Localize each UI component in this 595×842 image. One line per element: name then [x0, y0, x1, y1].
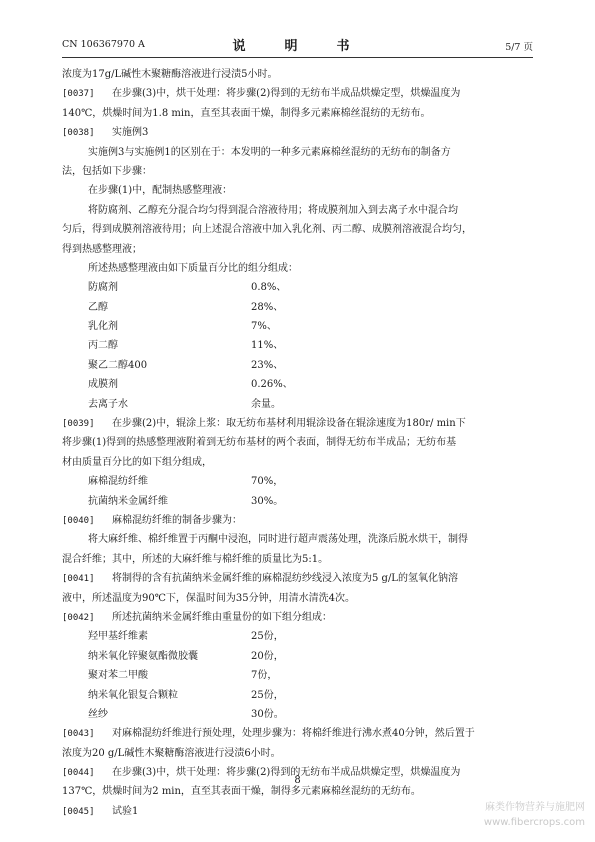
component-value: 11%、: [251, 340, 284, 352]
paragraph-number: [0038]: [62, 128, 95, 139]
component-row: [62, 472, 536, 491]
line-text: 将大麻纤维、棉纤维置于丙酮中浸泡，同时进行超声震荡处理，洗涤后脱水烘干，制得: [88, 534, 468, 546]
component-row: [62, 375, 536, 394]
component-row: [62, 627, 536, 646]
line-text: 法，包括如下步骤：: [62, 165, 152, 177]
paragraph-line: [62, 123, 536, 142]
paragraph-number: [0043]: [62, 729, 95, 740]
indented-line: [62, 181, 536, 200]
page-header: [62, 36, 533, 54]
text-line: [62, 453, 536, 472]
line-text: 麻棉混纺纤维的制备步骤为：: [112, 514, 242, 526]
line-text: 在步骤(3)中，烘干处理：将步骤(2)得到的无纺布半成品烘燥定型，烘燥温度为: [112, 767, 461, 779]
patent-number: CN 106367970 A: [62, 39, 145, 50]
component-value: 25份，: [251, 631, 284, 643]
component-row: [62, 317, 536, 336]
component-value: 28%、: [251, 301, 284, 313]
watermark-site-name: 麻类作物营养与施肥网: [485, 802, 585, 813]
component-value: 7%、: [251, 321, 277, 333]
line-text: 得到热感整理液；: [62, 243, 142, 255]
text-line: [62, 162, 536, 181]
text-line: [62, 744, 536, 763]
component-value: 30%。: [251, 495, 284, 507]
document-title: 说 明 书: [232, 39, 363, 54]
line-text: 液中，所述温度为90℃下，保温时间为35分钟，用清水清洗4次。: [62, 592, 355, 604]
line-text: 材由质量百分比的如下组分组成，: [62, 456, 212, 468]
paragraph-line: [62, 608, 536, 627]
line-text: 在步骤(1)中，配制热感整理液：: [88, 185, 233, 197]
paragraph-number: [0037]: [62, 89, 95, 100]
component-value: 23%、: [251, 359, 284, 371]
line-text: 混合纤维；其中，所述的大麻纤维与棉纤维的质量比为5:1。: [62, 553, 329, 565]
line-text: 匀后，得到成膜剂溶液待用；向上述混合溶液中加入乳化剂、丙二醇、成膜剂溶液混合均匀，: [62, 224, 472, 236]
page-of-total: 5/7 页: [505, 42, 533, 53]
paragraph-line: [62, 511, 536, 530]
component-name: 丝纱: [88, 708, 108, 720]
component-name: 乳化剂: [88, 321, 118, 333]
paragraph-number: [0042]: [62, 612, 95, 623]
line-text: 试验1: [112, 805, 139, 817]
description-body: [62, 65, 536, 821]
component-name: 乙醇: [88, 301, 108, 313]
component-name: 羟甲基纤维素: [88, 631, 148, 643]
text-line: [62, 550, 536, 569]
component-name: 丙二醇: [88, 340, 118, 352]
component-row: [62, 492, 536, 511]
component-value: 25份，: [251, 689, 284, 701]
line-text: 在步骤(2)中，辊涂上浆：取无纺布基材利用辊涂设备在辊涂速度为180r/ min下: [112, 418, 466, 430]
component-name: 防腐剂: [88, 282, 118, 294]
component-name: 聚乙二醇400: [88, 359, 148, 371]
paragraph-number: [0044]: [62, 768, 95, 779]
indented-line: [62, 259, 536, 278]
line-text: 137℃，烘燥时间为2 min，直至其表面干燥，制得多元素麻棉丝混纺的无纺布。: [62, 786, 421, 798]
line-text: 浓度为17g/L碱性木聚糖酶溶液进行浸渍5小时。: [62, 69, 278, 80]
text-line: [62, 589, 536, 608]
line-text: 浓度为20 g/L碱性木聚糖酶溶液进行浸渍6小时。: [62, 747, 281, 759]
line-text: 实施例3与实施例1的区别在于：本发明的一种多元素麻棉丝混纺的无纺布的制备方: [88, 146, 451, 158]
line-text: 将制得的含有抗菌纳米金属纤维的麻棉混纺纱线浸入浓度为5 g/L的氢氧化钠溶: [112, 573, 458, 585]
text-line: [62, 220, 536, 239]
component-value: 20份，: [251, 650, 284, 662]
component-value: 30份。: [251, 708, 284, 720]
indented-line: [62, 143, 536, 162]
component-row: [62, 395, 536, 414]
component-name: 纳米氧化锌聚氨酯微胶囊: [88, 650, 198, 662]
component-row: [62, 336, 536, 355]
text-line: [62, 240, 536, 259]
component-row: [62, 666, 536, 685]
line-text: 实施例3: [112, 127, 149, 139]
paragraph-line: [62, 802, 536, 821]
paragraph-number: [0041]: [62, 574, 95, 585]
text-line: [62, 433, 536, 452]
paragraph-line: [62, 414, 536, 433]
line-text: 将步骤(1)得到的热感整理液附着到无纺布基材的两个表面，制得无纺布半成品；无纺布基: [62, 437, 457, 449]
component-row: [62, 705, 536, 724]
component-name: 成膜剂: [88, 379, 118, 391]
component-row: [62, 647, 536, 666]
component-value: 70%，: [251, 476, 284, 488]
component-value: 余量。: [251, 398, 281, 410]
component-name: 聚对苯二甲酸: [88, 670, 148, 682]
text-line: [62, 65, 536, 84]
paragraph-number: [0045]: [62, 806, 95, 817]
component-name: 纳米氧化银复合颗粒: [88, 689, 178, 701]
header-rule: [62, 57, 533, 58]
watermark: [484, 800, 585, 830]
component-value: 0.8%、: [251, 282, 287, 294]
component-name: 抗菌纳米金属纤维: [88, 495, 168, 507]
component-value: 0.26%、: [251, 379, 293, 391]
line-text: 所述抗菌纳米金属纤维由重量份的如下组分组成：: [112, 611, 332, 623]
paragraph-number: [0040]: [62, 515, 95, 526]
line-text: 将防腐剂、乙醇充分混合均匀得到混合溶液待用；将成膜剂加入到去离子水中混合均: [88, 204, 458, 216]
component-row: [62, 278, 536, 297]
page-number: 8: [294, 775, 301, 786]
component-row: [62, 356, 536, 375]
component-row: [62, 686, 536, 705]
paragraph-line: [62, 724, 536, 743]
paragraph-line: [62, 84, 536, 103]
indented-line: [62, 530, 536, 549]
component-row: [62, 298, 536, 317]
watermark-url: www.fibercrops.com: [483, 817, 585, 828]
line-text: 对麻棉混纺纤维进行预处理，处理步骤为：将棉纤维进行沸水煮40分钟，然后置于: [112, 728, 475, 740]
component-value: 7份，: [251, 670, 278, 682]
component-name: 去离子水: [88, 398, 128, 410]
indented-line: [62, 201, 536, 220]
line-text: 140℃，烘燥时间为1.8 min，直至其表面干燥，制得多元素麻棉丝混纺的无纺布。: [62, 107, 431, 119]
paragraph-number: [0039]: [62, 419, 95, 430]
line-text: 所述热感整理液由如下质量百分比的组分组成：: [88, 262, 298, 274]
paragraph-line: [62, 569, 536, 588]
text-line: [62, 104, 536, 123]
line-text: 在步骤(3)中，烘干处理：将步骤(2)得到的无纺布半成品烘燥定型，烘燥温度为: [112, 88, 461, 100]
component-name: 麻棉混纺纤维: [88, 476, 148, 488]
